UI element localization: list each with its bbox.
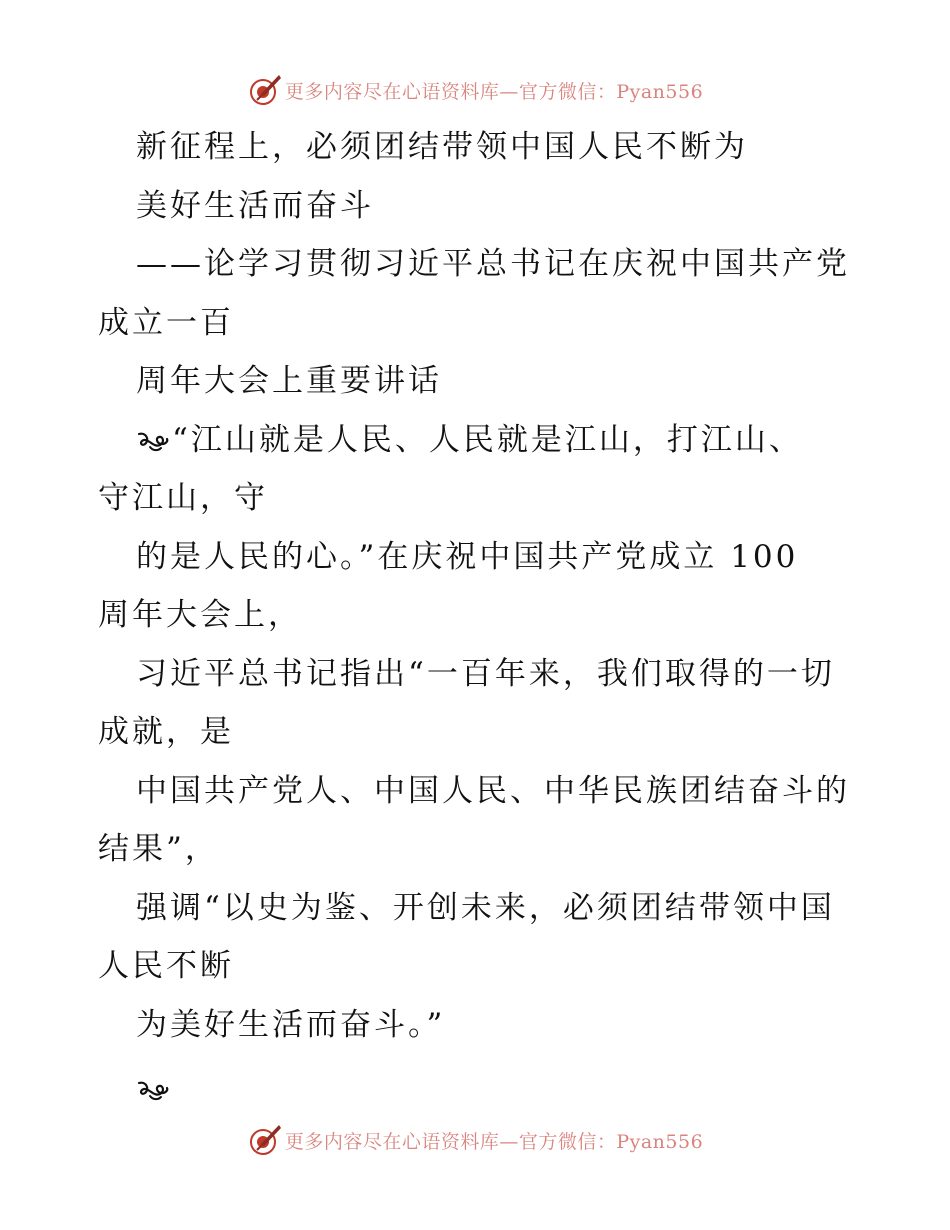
paragraph-line: 的是人民的心。”在庆祝中国共产党成立 100	[136, 538, 799, 575]
subtitle-line: 周年大会上重要讲话	[136, 363, 442, 399]
title-line: 新征程上，必须团结带领中国人民不断为	[136, 129, 748, 165]
footer-watermark	[0, 1120, 950, 1160]
quill-seal-icon	[247, 72, 283, 108]
paragraph-line: 守江山，守	[98, 480, 268, 516]
banner-text: 更多内容尽在心语资料库—官方微信：Pyan556	[284, 80, 704, 103]
paragraph-line: 结果”，	[98, 831, 219, 867]
header-watermark	[0, 70, 950, 110]
paragraph-line: 习近平总书记指出“一百年来，我们取得的一切	[136, 655, 835, 692]
banner-text: 更多内容尽在心语资料库—官方微信：Pyan556	[284, 1130, 704, 1153]
document-body	[98, 118, 850, 1119]
paragraph-line: 中国共产党人、中国人民、中华民族团结奋斗的	[136, 772, 850, 809]
paragraph-line: 周年大会上，	[98, 597, 302, 633]
quill-seal-icon	[247, 1122, 283, 1158]
subtitle-line: ——论学习贯彻习近平总书记在庆祝中国共产党	[136, 246, 850, 282]
ornament-line	[98, 1060, 850, 1119]
paragraph-line	[98, 411, 850, 470]
paragraph-line: 人民不断	[98, 948, 234, 984]
paragraph-line: 为美好生活而奋斗。”	[136, 1006, 446, 1043]
paragraph-line: 强调“以史为鉴、开创未来，必须团结带领中国	[136, 889, 835, 926]
subtitle-line: 成立一百	[98, 304, 234, 341]
title-line: 美好生活而奋斗	[136, 187, 374, 224]
paragraph-text: “江山就是人民、人民就是江山，打江山、	[172, 421, 803, 458]
flourish-icon	[136, 1079, 170, 1103]
flourish-icon	[136, 430, 170, 454]
paragraph-line: 成就，是	[98, 714, 234, 750]
